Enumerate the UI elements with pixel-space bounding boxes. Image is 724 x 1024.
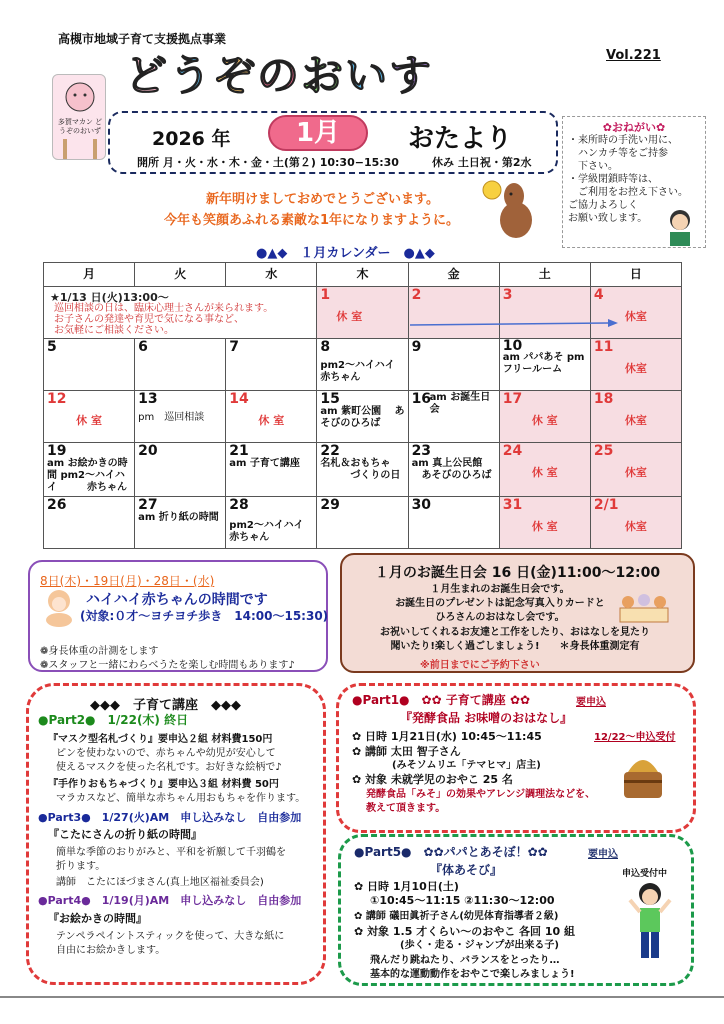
- part5-times: ①10:45〜11:15 ②11:30〜12:00: [370, 894, 555, 907]
- day-header: 木: [317, 263, 408, 287]
- closed-days: 休み 土日祝・第2水: [432, 156, 532, 169]
- part2-desc: ピンを使わないので、赤ちゃんや幼児が安心して: [56, 748, 276, 759]
- part4-desc: 自由にお絵かきします。: [56, 945, 166, 956]
- calendar-cell: 21 am 子育て講座: [226, 443, 317, 497]
- calendar-cell: 8 pm2〜ハイハイ 赤ちゃん: [317, 339, 408, 391]
- part5-title: 『体あそび』: [430, 863, 503, 877]
- calendar-cell: 15 am 紫町公園 あそびのひろば: [317, 391, 408, 443]
- calendar-cell: 7: [226, 339, 317, 391]
- title-char: お: [301, 51, 344, 100]
- part1-desc: 教えて頂きます。: [366, 803, 446, 814]
- part5-date: ✿ 日時 1月10日(土): [354, 880, 459, 893]
- day-header: 月: [44, 263, 135, 287]
- calendar-cell: 16 am お誕生日会: [408, 391, 499, 443]
- calendar-cell: 4 休室: [590, 287, 681, 339]
- greeting-line: 今年も笑顔あふれる素敵な1年になりますように。: [164, 213, 460, 228]
- mascot-caption: 多賀マカン どうぞのおいず: [57, 118, 103, 135]
- part3-teacher: 講師 こたにほづまさん(真上地区福祉委員会): [56, 877, 264, 888]
- crawling-baby-title: ハイハイ赤ちゃんの時間です: [86, 592, 268, 608]
- crawling-baby-dates: 8日(木)・19日(月)・28日・(水): [40, 574, 215, 588]
- part1-apply-badge: 要申込: [576, 697, 606, 708]
- part1-date: ✿ 日時 1月21日(水) 10:45〜11:45: [352, 730, 542, 743]
- title-char: ど: [125, 51, 168, 100]
- calendar-cell: 5: [44, 339, 135, 391]
- part1-title: 『発酵食品 お味噌のおはなし』: [400, 711, 573, 725]
- part2-item: 『マスク型名札づくり』要申込２組 材料費150円: [48, 734, 273, 745]
- crawling-baby-target: (対象:０才〜ヨチヨチ歩き 14:00〜15:30): [80, 609, 329, 623]
- calendar-cell: 2: [408, 287, 499, 339]
- day-header: 火: [135, 263, 226, 287]
- birthday-text: １月生まれのお誕生日会です。 お誕生日のプレゼントは記念写真入りカードと ひろさんのおはなし会です。: [395, 584, 605, 623]
- arrow-icon: [410, 314, 618, 324]
- calendar-cell: 27 am 折り紙の時間: [135, 497, 226, 549]
- calendar-cell: 22 名札＆おもちゃ づくりの日: [317, 443, 408, 497]
- year: 2026 年: [152, 128, 231, 150]
- calendar-cell: 20: [135, 443, 226, 497]
- part2-desc: 使えるマスクを使った名札です。お好きな絵柄で♪: [56, 762, 282, 773]
- part5-heading: ●Part5● ✿✿パパとあそぼ！✿✿: [354, 845, 548, 859]
- part5-desc: 基本的な運動動作をおやこで楽しみましょう!: [370, 969, 575, 980]
- calendar-cell: 18 休室: [590, 391, 681, 443]
- birthday-title: １月のお誕生日会 16 日(金)11:00〜12:00: [374, 565, 661, 581]
- title-char: の: [257, 51, 300, 100]
- calendar-cell: 29: [317, 497, 408, 549]
- day-header: 日: [590, 263, 681, 287]
- notice-title: ✿おねがい✿: [602, 121, 666, 134]
- calendar-cell: 26: [44, 497, 135, 549]
- calendar-cell: 12 休 室: [44, 391, 135, 443]
- greeting-line: 新年明けましておめでとうございます。: [206, 192, 439, 207]
- miso-illustration: [620, 750, 666, 802]
- part2-heading: ●Part2● 1/22(木) 終日: [38, 713, 189, 727]
- calendar-cell: 31 休 室: [499, 497, 590, 549]
- part1-teacher: ✿ 講師 太田 智子さん: [352, 745, 461, 758]
- calendar-cell: 17 休 室: [499, 391, 590, 443]
- title-char: い: [345, 51, 388, 100]
- notice-line: お願い致します。: [568, 213, 648, 224]
- boy-exercising-illustration: [628, 880, 672, 966]
- part1-desc: 発酵食品「みそ」の効果やアレンジ調理法などを、: [366, 789, 596, 800]
- birthday-text: お祝いしてくれるお友達と工作をしたり、おはなしを見たり 聞いたり!楽しく過ごしましょう! ＊身長体重測定有: [380, 627, 650, 652]
- notice-line: ご協力よろしく: [568, 200, 638, 211]
- calendar-cell: 28 pm2〜ハイハイ 赤ちゃん: [226, 497, 317, 549]
- calendar-cell: 19 am お絵かきの時間 pm2〜ハイハイ 赤ちゃん: [44, 443, 135, 497]
- calendar-cell: 2/1 休室: [590, 497, 681, 549]
- calendar-heading: ●▲◆ １月カレンダー ●▲◆: [256, 246, 435, 261]
- opening-hours: 開所 月・火・水・木・金・土(第２) 10:30−15:30: [137, 156, 399, 169]
- calendar-cell: 13 pm 巡回相談: [135, 391, 226, 443]
- birthday-cake-illustration: [614, 590, 674, 626]
- day-header: 金: [408, 263, 499, 287]
- title-char: す: [389, 51, 432, 100]
- mascot-illustration: [52, 74, 106, 160]
- part3-item: 『こたにさんの折り紙の時間』: [48, 828, 202, 841]
- part5-target-detail: (歩く・走る・ジャンプが出来る子): [400, 940, 559, 951]
- crawling-baby-bullet: ❁身長体重の計測をします: [40, 646, 159, 657]
- part4-desc: テンペラペイントスティックを使って、大きな紙に: [56, 931, 285, 942]
- calendar-cell: 9: [408, 339, 499, 391]
- consultation-note: ★1/13 日(火)13:00〜 巡回相談の日は、臨床心理士さんが来られます。 お子さんの発達や育児で気になる事など、 お気軽にご相談ください。: [50, 291, 274, 336]
- calendar-cell: 11 休室: [590, 339, 681, 391]
- calendar-cell: 1 休 室: [317, 287, 408, 339]
- part5-teacher: ✿ 講師 礒田眞祈子さん(幼児体育指導者２級): [354, 911, 559, 922]
- part2-desc: マラカスなど、簡単な赤ちゃん用おもちゃを作ります。: [56, 793, 306, 804]
- calendar-cell: 25 休室: [590, 443, 681, 497]
- otayori-title: おたより: [408, 124, 513, 154]
- birthday-reservation-note: ※前日までにご予約下さい: [420, 660, 540, 671]
- notice-line: ・学級閉鎖時等は、: [568, 174, 658, 185]
- baby-illustration: [42, 587, 76, 627]
- part4-item: 『お絵かきの時間』: [48, 912, 147, 925]
- part3-desc: 折ります。: [56, 861, 106, 872]
- part3-desc: 簡単な季節のおりがみと、平和を祈願して千羽鶴を: [56, 847, 286, 858]
- newsletter-title: [125, 50, 545, 102]
- notice-line: ハンカチ等をご持参: [578, 148, 668, 159]
- title-char: ぞ: [213, 51, 256, 100]
- crawling-baby-bullet: ❁スタッフと一緒にわらべうたを楽しむ時間もあります♪: [40, 660, 295, 671]
- horse-illustration: [478, 176, 544, 244]
- month-badge: 1月: [268, 115, 368, 151]
- notice-line: ご利用をお控え下さい。: [578, 187, 688, 198]
- footer-divider: [0, 996, 724, 998]
- parenting-course-title: ◆◆◆ 子育て講座 ◆◆◆: [90, 698, 241, 713]
- part4-heading: ●Part4● 1/19(月)AM 申し込みなし 自由参加: [38, 894, 302, 907]
- part1-target: ✿ 対象 未就学児のおやこ 25 名: [352, 773, 513, 786]
- day-header: 水: [226, 263, 317, 287]
- part5-desc: 飛んだり跳ねたり、バランスをとったり…: [370, 955, 560, 966]
- calendar-cell: 24 休 室: [499, 443, 590, 497]
- part3-heading: ●Part3● 1/27(火)AM 申し込みなし 自由参加: [38, 811, 302, 824]
- part2-item: 『手作りおもちゃづくり』要申込３組 材料費 50円: [48, 779, 279, 790]
- volume-number: Vol.221: [606, 48, 661, 63]
- calendar-cell: 10 am パパあそ pmフリールーム: [499, 339, 590, 391]
- part1-teacher-detail: (みそソムリエ「テマヒマ」店主): [392, 760, 541, 771]
- calendar-cell: 14 休 室: [226, 391, 317, 443]
- calendar-cell: 3: [499, 287, 590, 339]
- part5-apply-badge: 要申込: [588, 849, 618, 860]
- calendar-cell: 30: [408, 497, 499, 549]
- day-header: 土: [499, 263, 590, 287]
- calendar-cell: 23 am 真上公民館 あそびのひろば: [408, 443, 499, 497]
- title-char: う: [169, 51, 212, 100]
- part5-target: ✿ 対象 1.5 才くらい〜のおやこ 各回 10 組: [354, 925, 575, 938]
- notice-line: 下さい。: [578, 161, 618, 172]
- organization-name: 高槻市地域子育て支援拠点事業: [58, 32, 227, 46]
- notice-line: ・来所時の手洗い用に、: [568, 135, 678, 146]
- calendar-cell: 6: [135, 339, 226, 391]
- part1-deadline: 12/22〜申込受付: [594, 732, 676, 743]
- child-illustration: [660, 206, 700, 246]
- part1-heading: ●Part1● ✿✿ 子育て講座 ✿✿: [352, 693, 531, 707]
- part5-accepting: 申込受付中: [622, 869, 668, 879]
